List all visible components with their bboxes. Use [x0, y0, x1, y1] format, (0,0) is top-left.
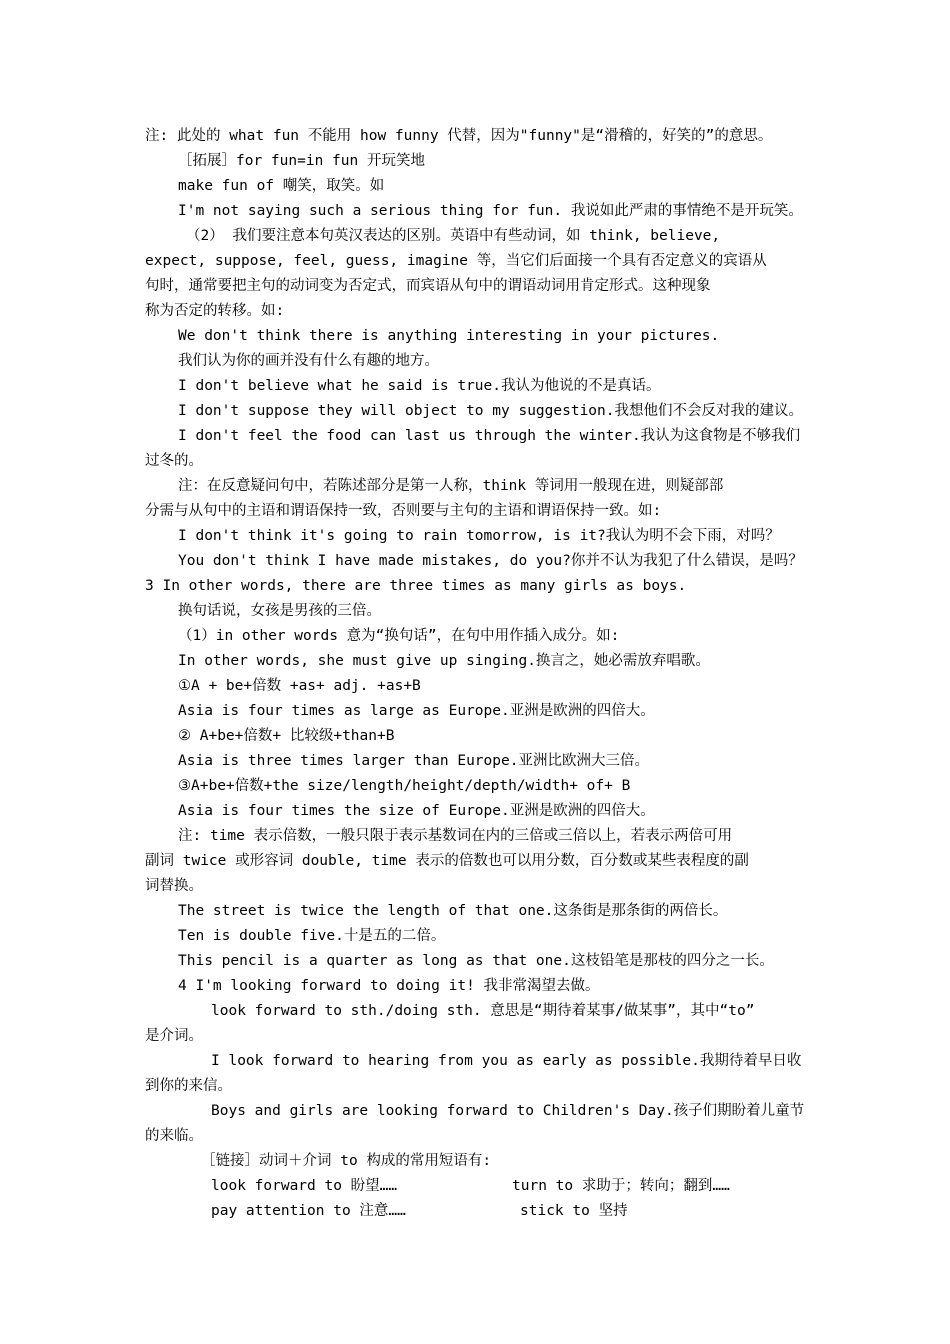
pattern-3: ③A+be+倍数+the size/length/height/depth/width+ of+ B — [178, 778, 631, 794]
example-sentence: Asia is three times larger than Europe.亚洲比欧洲大三倍。 — [178, 753, 649, 769]
section-2-heading: （2） 我们要注意本句英汉表达的区别。英语中有些动词，如 think, believe, — [186, 228, 721, 244]
subsection-1: （1）in other words 意为“换句话”，在句中用作插入成分。如: — [178, 628, 620, 644]
paragraph-line: expect, suppose, feel, guess, imagine 等，当它们后面接一个具有否定意义的宾语从 — [145, 253, 767, 269]
pattern-1: ①A + be+倍数 +as+ adj. +as+B — [178, 678, 421, 694]
section-4-heading: 4 I'm looking forward to doing it! 我非常渴望去做。 — [178, 978, 600, 994]
example-sentence: Boys and girls are looking forward to Children's Day.孩子们期盼着儿童节 — [211, 1103, 805, 1119]
example-sentence: I don't feel the food can last us through the winter.我认为这食物是不够我们 — [178, 428, 801, 444]
example-sentence: Asia is four times as large as Europe.亚洲是欧洲的四倍大。 — [178, 703, 655, 719]
example-sentence: I'm not saying such a serious thing for fun. 我说如此严肃的事情绝不是开玩笑。 — [178, 203, 803, 219]
phrase-right: stick to 坚持 — [520, 1203, 628, 1219]
example-continuation: 到你的来信。 — [145, 1078, 232, 1094]
example-sentence: You don't think I have made mistakes, do you?你并不认为我犯了什么错误，是吗？ — [178, 553, 803, 569]
example-sentence: We don't think there is anything interesting in your pictures. — [178, 328, 720, 344]
phrase-row — [211, 1199, 820, 1223]
paragraph-line: 是介词。 — [145, 1028, 203, 1044]
example-sentence: Asia is four times the size of Europe.亚洲是欧洲的四倍大。 — [178, 803, 655, 819]
link-heading: ［链接］动词＋介词 to 构成的常用短语有: — [201, 1153, 492, 1169]
example-sentence: I don't believe what he said is true.我认为他说的不是真话。 — [178, 378, 661, 394]
example-sentence: This pencil is a quarter as long as that one.这枝铅笔是那枝的四分之一长。 — [178, 953, 774, 969]
paragraph-line: 词替换。 — [145, 878, 203, 894]
paragraph-line: 句时，通常要把主句的动词变为否定式，而宾语从句中的谓语动词用肯定形式。这种现象 — [145, 278, 711, 294]
phrase-left: look forward to 盼望…… — [211, 1178, 398, 1194]
extension-for-fun: ［拓展］for fun=in fun 开玩笑地 — [178, 153, 425, 169]
example-sentence: Ten is double five.十是五的二倍。 — [178, 928, 446, 944]
paragraph-line: 副词 twice 或形容词 double, time 表示的倍数也可以用分数，百分数或某些表程度的副 — [145, 853, 749, 869]
example-continuation: 过冬的。 — [145, 453, 203, 469]
example-sentence: I look forward to hearing from you as early as possible.我期待着早日收 — [211, 1053, 802, 1069]
note-tag-question: 注：在反意疑问句中，若陈述部分是第一人称，think 等词用一般现在进，则疑部部 — [178, 478, 724, 494]
example-translation: 我们认为你的画并没有什么有趣的地方。 — [178, 353, 439, 369]
section-3-translation: 换句话说，女孩是男孩的三倍。 — [178, 603, 381, 619]
section-3-heading: 3 In other words, there are three times as many girls as boys. — [145, 578, 687, 594]
example-sentence: The street is twice the length of that one.这条街是那条街的两倍长。 — [178, 903, 728, 919]
note-time: 注: time 表示倍数，一般只限于表示基数词在内的三倍或三倍以上，若表示两倍可用 — [178, 828, 733, 844]
note-what-fun: 注: 此处的 what fun 不能用 how funny 代替，因为"funny"是“滑稽的，好笑的”的意思。 — [145, 128, 773, 144]
pattern-2: ② A+be+倍数+ 比较级+than+B — [178, 728, 395, 744]
example-continuation: 的来临。 — [145, 1128, 203, 1144]
example-sentence: I don't think it's going to rain tomorrow, is it?我认为明不会下雨，对吗？ — [178, 528, 780, 544]
phrase-right: turn to 求助于；转向；翻到…… — [512, 1178, 730, 1194]
paragraph-line: 称为否定的转移。如: — [145, 303, 285, 319]
example-sentence: I don't suppose they will object to my suggestion.我想他们不会反对我的建议。 — [178, 403, 803, 419]
example-sentence: In other words, she must give up singing.换言之，她必需放弃唱歌。 — [178, 653, 710, 669]
make-fun-of: make fun of 嘲笑，取笑。如 — [178, 178, 385, 194]
look-forward-explanation: look forward to sth./doing sth. 意思是“期待着某事/做某事”，其中“to” — [211, 1003, 755, 1019]
phrase-row — [211, 1174, 820, 1198]
paragraph-line: 分需与从句中的主语和谓语保持一致，否则要与主句的主语和谓语保持一致。如: — [145, 503, 662, 519]
phrase-left: pay attention to 注意…… — [211, 1203, 406, 1219]
